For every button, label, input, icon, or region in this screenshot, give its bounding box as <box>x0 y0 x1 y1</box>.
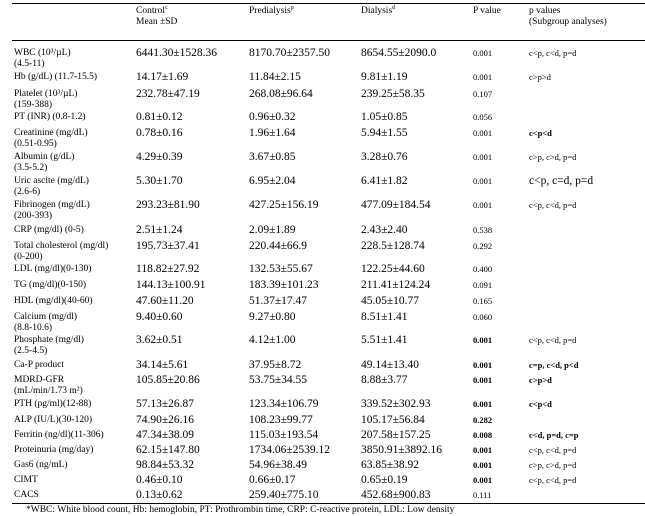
row-reference-range: (4.5-11) <box>14 59 45 69</box>
subgroup-analysis: c=p, c<d, p<d <box>529 360 579 370</box>
predialysis-value: 53.75±34.55 <box>249 374 308 386</box>
dialysis-value: 3850.91±3892.16 <box>361 444 443 456</box>
p-value: 0.001 <box>473 375 493 385</box>
predialysis-value: 123.34±106.79 <box>249 398 319 410</box>
subgroup-analysis: c>p, c>d, p=d <box>529 460 577 470</box>
header-control: Control$^c$ <box>136 4 168 16</box>
control-value: 2.51±1.24 <box>136 224 183 236</box>
predialysis-value: 2.09±1.89 <box>249 224 296 236</box>
row-label: TG (mg/dl)(0-150) <box>14 280 87 290</box>
predialysis-value: 427.25±156.19 <box>249 199 319 211</box>
subgroup-analysis: c<p, c<d, p=d <box>529 335 577 345</box>
dialysis-value: 8654.55±2090.0 <box>361 47 437 59</box>
dialysis-value: 45.05±10.77 <box>361 295 420 307</box>
predialysis-value: 37.95±8.72 <box>249 359 302 371</box>
control-value: 14.17±1.69 <box>136 71 189 83</box>
table-bottom-rule <box>12 503 645 504</box>
row-label: Albumin (g/dL) <box>14 152 75 162</box>
subgroup-analysis: c>p, c>d, p=d <box>529 152 577 162</box>
row-label: Platelet (10³/µL) <box>14 89 78 99</box>
p-value: 0.001 <box>473 48 493 58</box>
row-label: Uric ascite (mg/dL) <box>14 176 89 186</box>
predialysis-value: 115.03±193.54 <box>249 429 319 441</box>
predialysis-value: 0.66±0.17 <box>249 474 296 486</box>
p-value: 0.001 <box>473 360 493 370</box>
row-label: PT (INR) (0.8-1.2) <box>14 112 86 122</box>
control-value: 0.46±0.10 <box>136 474 183 486</box>
predialysis-value: 108.23±99.77 <box>249 414 313 426</box>
row-label: Hb (g/dL) (11.7-15.5) <box>14 72 98 82</box>
control-value: 232.78±47.19 <box>136 88 200 100</box>
predialysis-value: 54.96±38.49 <box>249 459 308 471</box>
dialysis-value: 122.25±44.60 <box>361 263 425 275</box>
control-value: 0.78±0.16 <box>136 127 183 139</box>
predialysis-value: 259.40±775.10 <box>249 489 319 501</box>
predialysis-value: 4.12±1.00 <box>249 334 296 346</box>
p-value: 0.001 <box>473 72 493 82</box>
dialysis-value: 8.51±1.41 <box>361 311 408 323</box>
control-value: 4.29±0.39 <box>136 151 183 163</box>
row-reference-range: (200-393) <box>14 211 52 221</box>
control-value: 105.85±20.86 <box>136 374 200 386</box>
dialysis-value: 5.94±1.55 <box>361 127 408 139</box>
subgroup-analysis: c<p, c<d, p=d <box>529 445 577 455</box>
dialysis-value: 228.5±128.74 <box>361 240 425 252</box>
dialysis-value: 0.65±0.19 <box>361 474 408 486</box>
p-value: 0.292 <box>473 241 493 251</box>
predialysis-value: 9.27±0.80 <box>249 311 296 323</box>
p-value: 0.107 <box>473 89 493 99</box>
control-value: 62.15±147.80 <box>136 444 200 456</box>
p-value: 0.001 <box>473 335 493 345</box>
header-dialysis: Dialysis$^d$ <box>361 4 396 16</box>
control-value: 47.34±38.09 <box>136 429 195 441</box>
dialysis-value: 5.51±1.41 <box>361 334 408 346</box>
dialysis-value: 339.52±302.93 <box>361 398 431 410</box>
header-subgroup-subtitle: (Subgroup analyses) <box>529 17 607 27</box>
predialysis-value: 268.08±96.64 <box>249 88 313 100</box>
predialysis-value: 220.44±66.9 <box>249 240 308 252</box>
p-value: 0.111 <box>473 490 492 500</box>
predialysis-value: 6.95±2.04 <box>249 175 296 187</box>
row-label: MDRD-GFR <box>14 375 65 385</box>
control-value: 6441.30±1528.36 <box>136 47 218 59</box>
subgroup-analysis: c<p, c<d, p=d <box>529 475 577 485</box>
predialysis-value: 1734.06±2539.12 <box>249 444 331 456</box>
row-label: Calcium (mg/dl) <box>14 312 78 322</box>
p-value: 0.538 <box>473 225 493 235</box>
row-label: Ferritin (ng/dl)(11-306) <box>14 430 104 440</box>
subgroup-analysis: c<p<d <box>529 399 552 409</box>
p-value: 0.001 <box>473 128 493 138</box>
dialysis-value: 6.41±1.82 <box>361 175 408 187</box>
p-value: 0.001 <box>473 152 493 162</box>
control-value: 34.14±5.61 <box>136 359 189 371</box>
p-value: 0.001 <box>473 176 493 186</box>
row-label: CRP (mg/dl) (0-5) <box>14 225 84 235</box>
predialysis-value: 51.37±17.47 <box>249 295 308 307</box>
predialysis-value: 3.67±0.85 <box>249 151 296 163</box>
row-reference-range: (3.5-5.2) <box>14 163 48 173</box>
p-value: 0.001 <box>473 200 493 210</box>
subgroup-analysis: c>p>d <box>529 72 551 82</box>
control-value: 0.13±0.62 <box>136 489 183 501</box>
predialysis-value: 0.96±0.32 <box>249 111 296 123</box>
dialysis-value: 3.28±0.76 <box>361 151 408 163</box>
dialysis-value: 207.58±157.25 <box>361 429 431 441</box>
row-reference-range: (8.8-10.6) <box>14 323 52 333</box>
row-label: Creatinine (mg/dL) <box>14 128 88 138</box>
predialysis-value: 8170.70±2357.50 <box>249 47 331 59</box>
dialysis-value: 477.09±184.54 <box>361 199 431 211</box>
row-label: Proteinuria (mg/day) <box>14 445 94 455</box>
control-value: 3.62±0.51 <box>136 334 183 346</box>
predialysis-value: 183.39±101.23 <box>249 279 319 291</box>
control-value: 144.13±100.91 <box>136 279 206 291</box>
row-reference-range: (2.5-4.5) <box>14 346 48 356</box>
row-label: CIMT <box>14 475 38 485</box>
table-top-rule <box>12 3 645 4</box>
dialysis-value: 1.05±0.85 <box>361 111 408 123</box>
dialysis-value: 2.43±2.40 <box>361 224 408 236</box>
row-reference-range: (159-388) <box>14 100 52 110</box>
subgroup-analysis: c<p, c<d, p=d <box>529 48 577 58</box>
dialysis-value: 9.81±1.19 <box>361 71 408 83</box>
row-label: Total cholesterol (mg/dl) <box>14 241 109 251</box>
header-predialysis: Predialysis$^p$ <box>249 4 294 16</box>
dialysis-value: 211.41±124.24 <box>361 279 431 291</box>
predialysis-value: 1.96±1.64 <box>249 127 296 139</box>
subgroup-analysis: c<p<d <box>529 128 552 138</box>
p-value: 0.001 <box>473 399 493 409</box>
dialysis-value: 63.85±38.92 <box>361 459 420 471</box>
row-label: Ca-P product <box>14 360 65 370</box>
row-reference-range: (0.51-0.95) <box>14 139 57 149</box>
row-reference-range: (2.6-6) <box>14 187 41 197</box>
row-label: Phosphate (mg/dl) <box>14 335 84 345</box>
table-header-rule <box>12 40 645 41</box>
row-label: ALP (IU/L)(30-120) <box>14 415 93 425</box>
p-value: 0.091 <box>473 280 493 290</box>
control-value: 293.23±81.90 <box>136 199 200 211</box>
p-value: 0.282 <box>473 415 493 425</box>
header-pvalue: P value <box>473 6 501 16</box>
control-value: 57.13±26.87 <box>136 398 195 410</box>
dialysis-value: 49.14±13.40 <box>361 359 420 371</box>
row-label: LDL (mg/dl)(0-130) <box>14 264 92 274</box>
row-label: CACS <box>14 490 39 500</box>
dialysis-value: 105.17±56.84 <box>361 414 425 426</box>
control-value: 195.73±37.41 <box>136 240 200 252</box>
control-value: 5.30±1.70 <box>136 175 183 187</box>
control-value: 98.84±53.32 <box>136 459 195 471</box>
subgroup-analysis: c<p, c=d, p=d <box>529 175 594 187</box>
control-value: 74.90±26.16 <box>136 414 195 426</box>
row-label: HDL (mg/dl)(40-60) <box>14 296 93 306</box>
subgroup-analysis: c<d, p=d, c=p <box>529 430 579 440</box>
row-reference-range: (mL/min/1.73 m²) <box>14 386 83 396</box>
dialysis-value: 239.25±58.35 <box>361 88 425 100</box>
header-subgroup-title: p values <box>529 6 561 16</box>
row-reference-range: (0-200) <box>14 252 43 262</box>
subgroup-analysis: c<p, c<d, p=d <box>529 200 577 210</box>
table-footnote: *WBC: White blood count, Hb: hemoglobin, PT: Prothrombin time, CRP: C-reactive protein, LDL: Low density <box>26 505 455 515</box>
row-label: WBC (10³/µL) <box>14 48 71 58</box>
p-value: 0.001 <box>473 460 493 470</box>
control-value: 0.81±0.12 <box>136 111 183 123</box>
p-value: 0.001 <box>473 475 493 485</box>
p-value: 0.008 <box>473 430 493 440</box>
dialysis-value: 8.88±3.77 <box>361 374 408 386</box>
subgroup-analysis: c>p>d <box>529 375 552 385</box>
p-value: 0.060 <box>473 312 493 322</box>
control-value: 118.82±27.92 <box>136 263 200 275</box>
p-value: 0.001 <box>473 445 493 455</box>
p-value: 0.165 <box>473 296 493 306</box>
row-label: Gas6 (ng/mL) <box>14 460 68 470</box>
header-control-sub: Mean ±SD <box>136 17 178 27</box>
p-value: 0.056 <box>473 112 493 122</box>
row-label: Fibrinogen (mg/dL) <box>14 200 90 210</box>
row-label: PTH (pg/ml)(12-88) <box>14 399 92 409</box>
control-value: 47.60±11.20 <box>136 295 194 307</box>
control-value: 9.40±0.60 <box>136 311 183 323</box>
p-value: 0.400 <box>473 264 493 274</box>
predialysis-value: 132.53±55.67 <box>249 263 313 275</box>
predialysis-value: 11.84±2.15 <box>249 71 301 83</box>
dialysis-value: 452.68±900.83 <box>361 489 431 501</box>
